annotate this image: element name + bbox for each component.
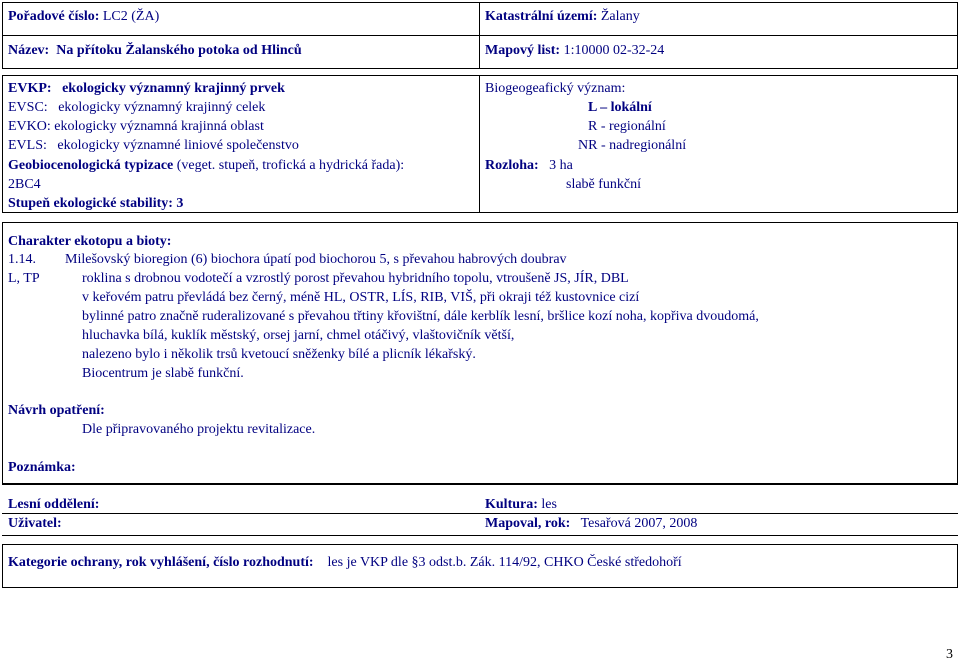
protection-category: Kategorie ochrany, rok vyhlášení, číslo rozhodnutí: les je VKP dle §3 odst.b. Zák. 114/92, CHKO České středohoří [8, 555, 682, 570]
character-line: Milešovský bioregion (6) biochora úpatí pod biochorou 5, s převahou habrových doubrav [65, 252, 567, 267]
character-title: Charakter ekotopu a bioty: [8, 234, 172, 249]
evk-item: EVKO: ekologicky významná krajinná oblast [8, 119, 264, 134]
character-line: roklina s drobnou vodotečí a vzrostlý porost převahou hybridního topolu, vtroušeně JS, JÍR, DBL [82, 271, 629, 286]
user: Uživatel: [8, 516, 62, 531]
character-code-2: L, TP [8, 271, 40, 286]
character-line: bylinné patro značně ruderalizované s převahou třtiny křovištní, dále kerblík lesní, bršlice kozí noha, kopřiva dvoudomá, [82, 309, 759, 324]
stability: Stupeň ekologické stability: 3 [8, 196, 184, 211]
order-number: Pořadové číslo: LC2 (ŽA) [8, 9, 160, 24]
bio-supra: NR - nadregionální [578, 138, 687, 153]
geo-value: 2BC4 [8, 177, 41, 192]
bio-regional: R - regionální [588, 119, 666, 134]
cadastral-area: Katastrální území: Žalany [485, 9, 640, 24]
bio-title: Biogeogeafický význam: [485, 81, 626, 96]
evk-item: EVKP: ekologicky významný krajinný prvek [8, 81, 285, 96]
page-number: 3 [946, 647, 953, 662]
measures-title: Návrh opatření: [8, 403, 105, 418]
rozloha: Rozloha: 3 ha [485, 158, 573, 173]
note-title: Poznámka: [8, 460, 76, 475]
character-line: hluchavka bílá, kuklík městský, orsej jarní, chmel otáčivý, vlaštovičník větší, [82, 328, 515, 343]
site-name: Název: Na přítoku Žalanského potoka od Hlinců [8, 43, 302, 58]
map-sheet: Mapový list: 1:10000 02-32-24 [485, 43, 665, 58]
character-line: nalezeno bylo i několik trsů kvetoucí sněženky bílé a plicník lékařský. [82, 347, 476, 362]
geo-label: Geobiocenologická typizace (veget. stupeň, trofická a hydrická řada): [8, 158, 405, 173]
character-line: v keřovém patru převládá bez černý, méně HL, OSTR, LÍS, RIB, VIŠ, při okraji též kustovnice cizí [82, 290, 640, 305]
forest-division: Lesní oddělení: [8, 497, 100, 512]
bio-local: L – lokální [588, 100, 652, 115]
measures-text: Dle připravovaného projektu revitalizace. [82, 422, 316, 437]
character-code-1: 1.14. [8, 252, 36, 267]
rozloha-function: slabě funkční [566, 177, 642, 192]
character-line: Biocentrum je slabě funkční. [82, 366, 244, 381]
evk-item: EVSC: ekologicky významný krajinný celek [8, 100, 266, 115]
evk-item: EVLS: ekologicky významné liniové společenstvo [8, 138, 299, 153]
culture: Kultura: les [485, 497, 557, 512]
mapped-by: Mapoval, rok: Tesařová 2007, 2008 [485, 516, 698, 531]
